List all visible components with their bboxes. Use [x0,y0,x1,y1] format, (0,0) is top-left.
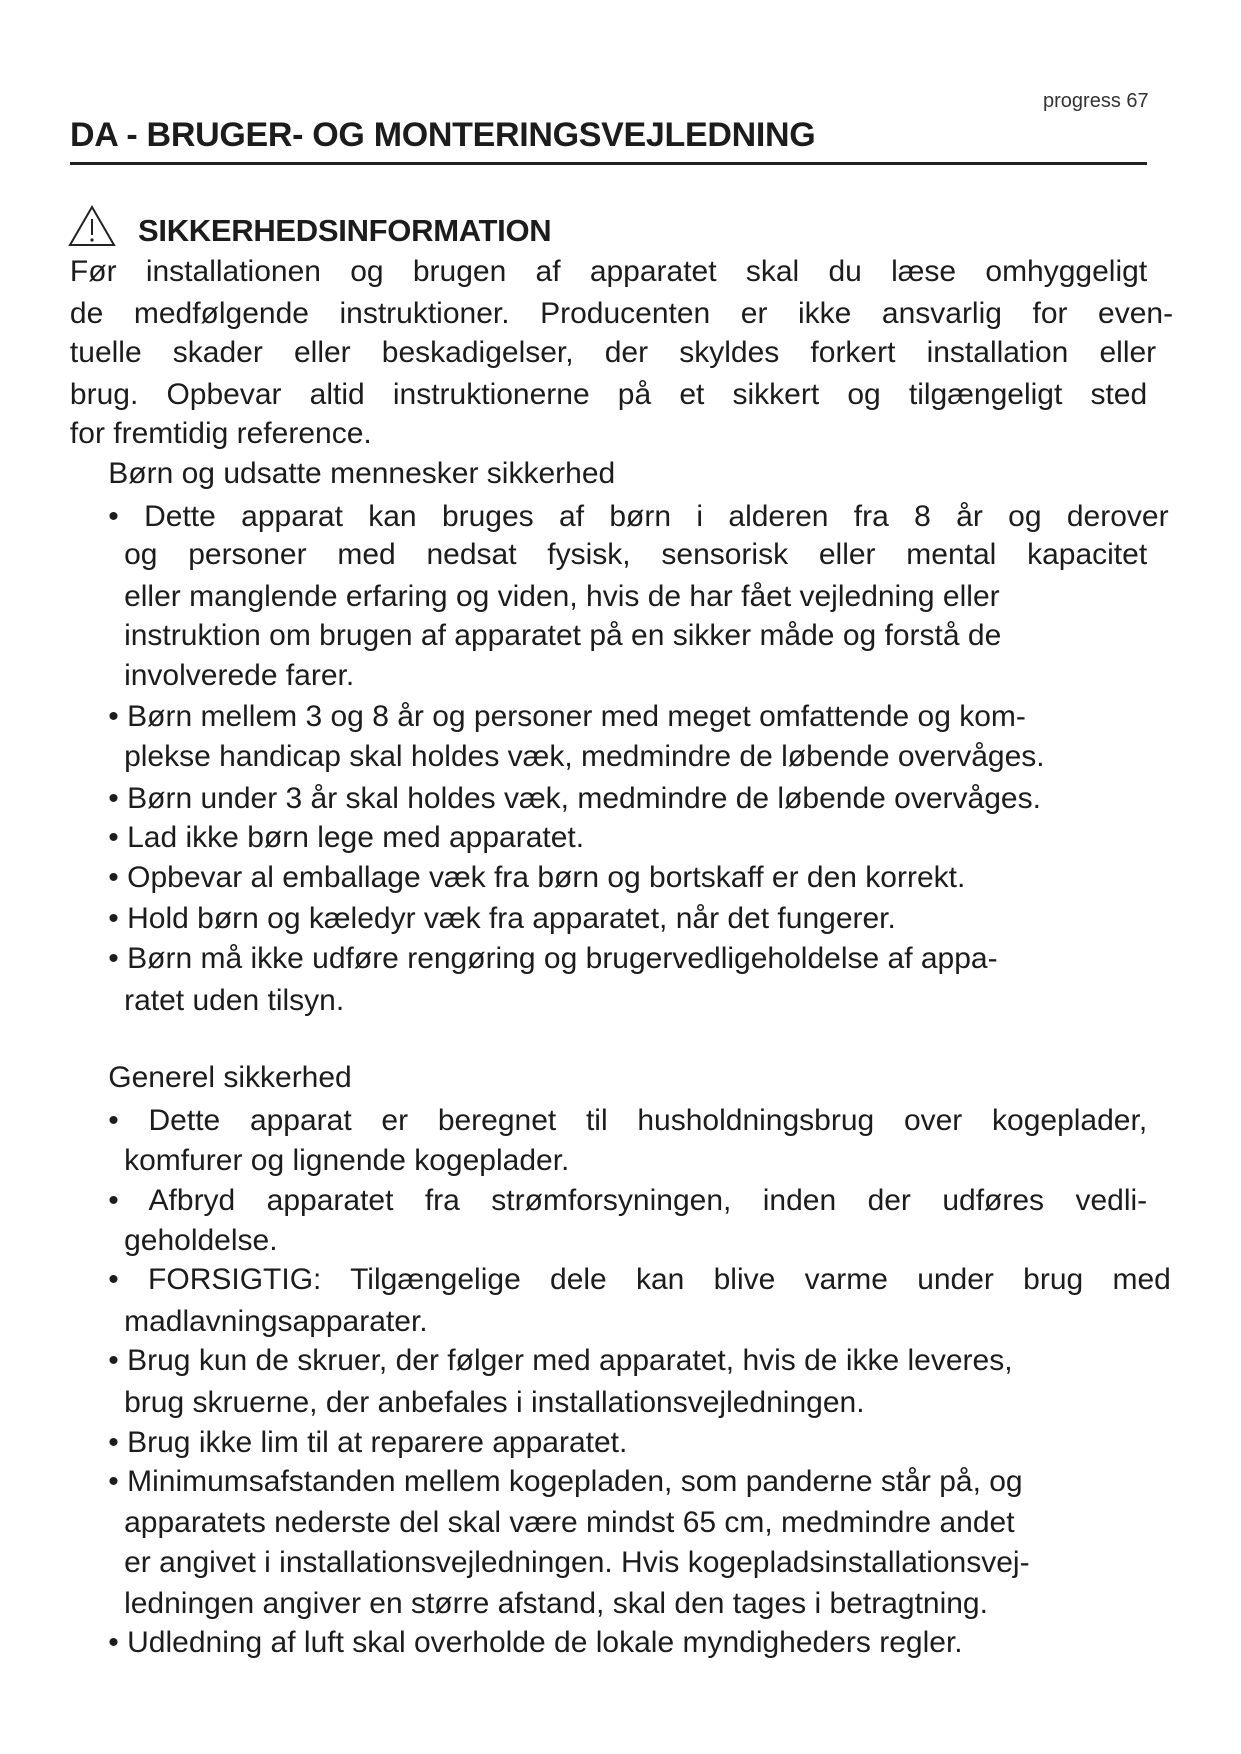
bullet-line: • Opbevar al emballage væk fra børn og bortskaff er den korrekt. [108,860,966,894]
bullet-line: madlavningsapparater. [124,1305,428,1339]
intro-line: tuelle skader eller beskadigelser, der skyldes forkert installation eller [69,336,1157,370]
bullet-line: • Lad ikke børn lege med apparatet. [108,821,585,855]
bullet-line: • Udledning af luft skal overholde de lokale myndigheders regler. [108,1626,963,1660]
bullet-line: • Dette apparat er beregnet til husholdningsbrug over kogeplader, [108,1104,1148,1138]
bullet-line: ledningen angiver en større afstand, skal den tages i betragtning. [124,1587,988,1621]
warning-triangle-icon [68,205,116,247]
bullet-line: • Brug ikke lim til at reparere apparatet. [108,1425,628,1459]
document-title: DA - BRUGER- OG MONTERINGSVEJLEDNING [70,116,816,154]
subsection-heading: Børn og udsatte mennesker sikkerhed [108,456,616,490]
title-divider [70,162,1147,165]
bullet-line: involverede farer. [124,658,355,692]
bullet-line: er angivet i installationsvejledningen. Hvis kogepladsinstallationsvej- [124,1546,1030,1580]
bullet-line: • Børn under 3 år skal holdes væk, medmindre de løbende overvåges. [108,781,1041,815]
bullet-line: apparatets nederste del skal være mindst 65 cm, medmindre andet [124,1505,1015,1539]
intro-line: Før installationen og brugen af apparatet skal du læse omhyggeligt [69,254,1148,288]
bullet-line: • Dette apparat kan bruges af børn i alderen fra 8 år og derover [108,499,1169,533]
bullet-line: • Hold børn og kæledyr væk fra apparatet, når det fungerer. [108,902,896,936]
page-number: progress 67 [1043,90,1149,112]
section-heading: SIKKERHEDSINFORMATION [138,213,552,248]
bullet-line: • Børn må ikke udføre rengøring og brugervedligeholdelse af appa- [108,941,998,975]
intro-line: brug. Opbevar altid instruktionerne på et sikkert og tilgængeligt sted [69,377,1148,411]
bullet-line: brug skruerne, der anbefales i installationsvejledningen. [124,1386,865,1420]
bullet-line: plekse handicap skal holdes væk, medmindre de løbende overvåges. [124,739,1045,773]
bullet-line: komfurer og lignende kogeplader. [124,1143,570,1177]
bullet-line: og personer med nedsat fysisk, sensorisk eller mental kapacitet [124,537,1148,571]
bullet-line: eller manglende erfaring og viden, hvis de har fået vejledning eller [124,579,1000,613]
bullet-line: instruktion om brugen af apparatet på en sikker måde og forstå de [124,619,1002,653]
bullet-line: • Børn mellem 3 og 8 år og personer med meget omfattende og kom- [108,700,1026,734]
intro-line: de medfølgende instruktioner. Producenten er ikke ansvarlig for even- [69,296,1174,330]
bullet-line: • Minimumsafstanden mellem kogepladen, som panderne står på, og [108,1465,1023,1499]
bullet-line: • FORSIGTIG: Tilgængelige dele kan blive varme under brug med [108,1263,1171,1297]
bullet-line: geholdelse. [124,1223,278,1257]
bullet-line: ratet uden tilsyn. [124,983,345,1017]
subsection-heading: Generel sikkerhed [108,1061,352,1095]
intro-line: for fremtidig reference. [69,417,372,451]
bullet-line: • Brug kun de skruer, der følger med apparatet, hvis de ikke leveres, [108,1344,1013,1378]
bullet-line: • Afbryd apparatet fra strømforsyningen, inden der udføres vedli- [108,1184,1148,1218]
